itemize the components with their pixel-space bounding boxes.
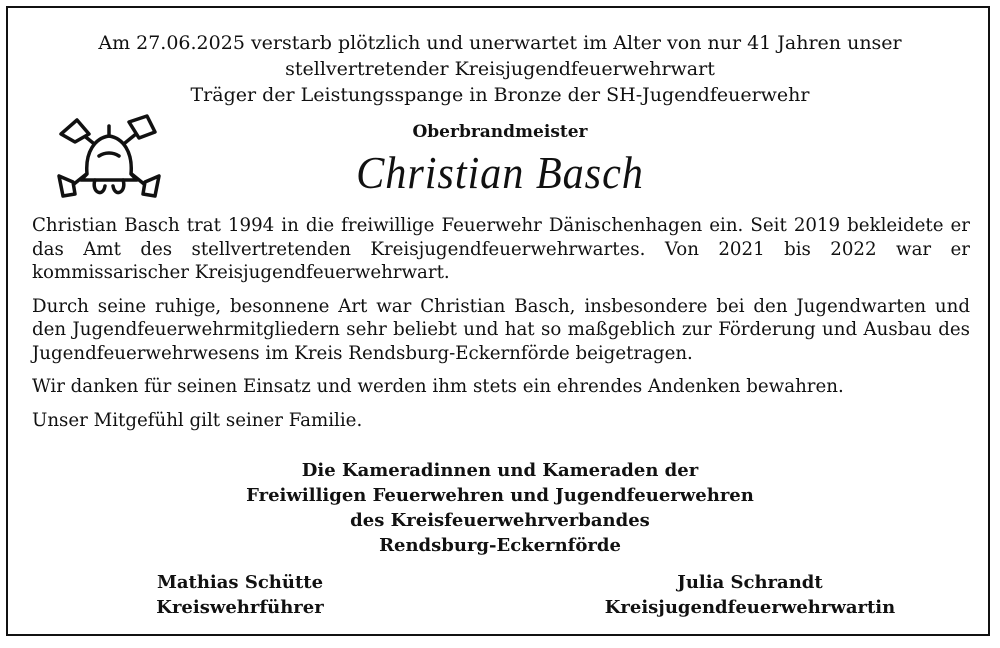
signatory-left: [120, 570, 360, 620]
signoff-line: des Kreisfeuerwehrverbandes: [350, 510, 650, 531]
signoff-line: Freiwilligen Feuerwehren und Jugendfeuerwehren: [246, 485, 754, 506]
intro-line: Am 27.06.2025 verstarb plötzlich und unerwartet im Alter von nur 41 Jahren unser: [98, 32, 902, 54]
intro-text: [0, 30, 1000, 108]
signoff-block: [0, 458, 1000, 558]
signatory-title: Kreisjugendfeuerwehrwartin: [604, 597, 896, 618]
signatory-right: [590, 570, 910, 620]
body-paragraph: Unser Mitgefühl gilt seiner Familie.: [32, 409, 363, 431]
body-paragraph: Wir danken für seinen Einsatz und werden ihm stets ein ehrendes Andenken bewahren.: [32, 376, 844, 397]
body-paragraph: Christian Basch trat 1994 in die freiwillige Feuerwehr Dänischenhagen ein. Seit 2019 bekleidete er das Amt des stellvertretenden Kreisjugendfeuerwehrwartes. Von 2021 bis 2022 war er kommissarischer Kreisjugendfeuerwehrwart.: [32, 215, 970, 283]
intro-line: stellvertretender Kreisjugendfeuerwehrwart: [285, 58, 715, 80]
body-paragraph: Durch seine ruhige, besonnene Art war Christian Basch, insbesondere bei den Jugendwarten und den Jugendfeuerwehrmitgliedern sehr beliebt und hat so maßgeblich zur Förderung und Ausbau des Jugendfeuerwehrwesens im Kreis Rendsburg-Eckernförde beigetragen.: [32, 295, 970, 364]
deceased-name: Christian Basch: [356, 147, 644, 198]
signatory-name: Julia Schrandt: [677, 572, 823, 593]
intro-line: Träger der Leistungsspange in Bronze der SH-Jugendfeuerwehr: [190, 84, 810, 106]
obituary-body: [32, 214, 970, 442]
signoff-line: Die Kameradinnen und Kameraden der: [301, 460, 699, 481]
rank-title: Oberbrandmeister: [412, 122, 588, 142]
signatory-title: Kreiswehrführer: [156, 597, 324, 618]
signoff-line: Rendsburg-Eckernförde: [379, 535, 621, 556]
signatory-name: Mathias Schütte: [156, 572, 324, 593]
